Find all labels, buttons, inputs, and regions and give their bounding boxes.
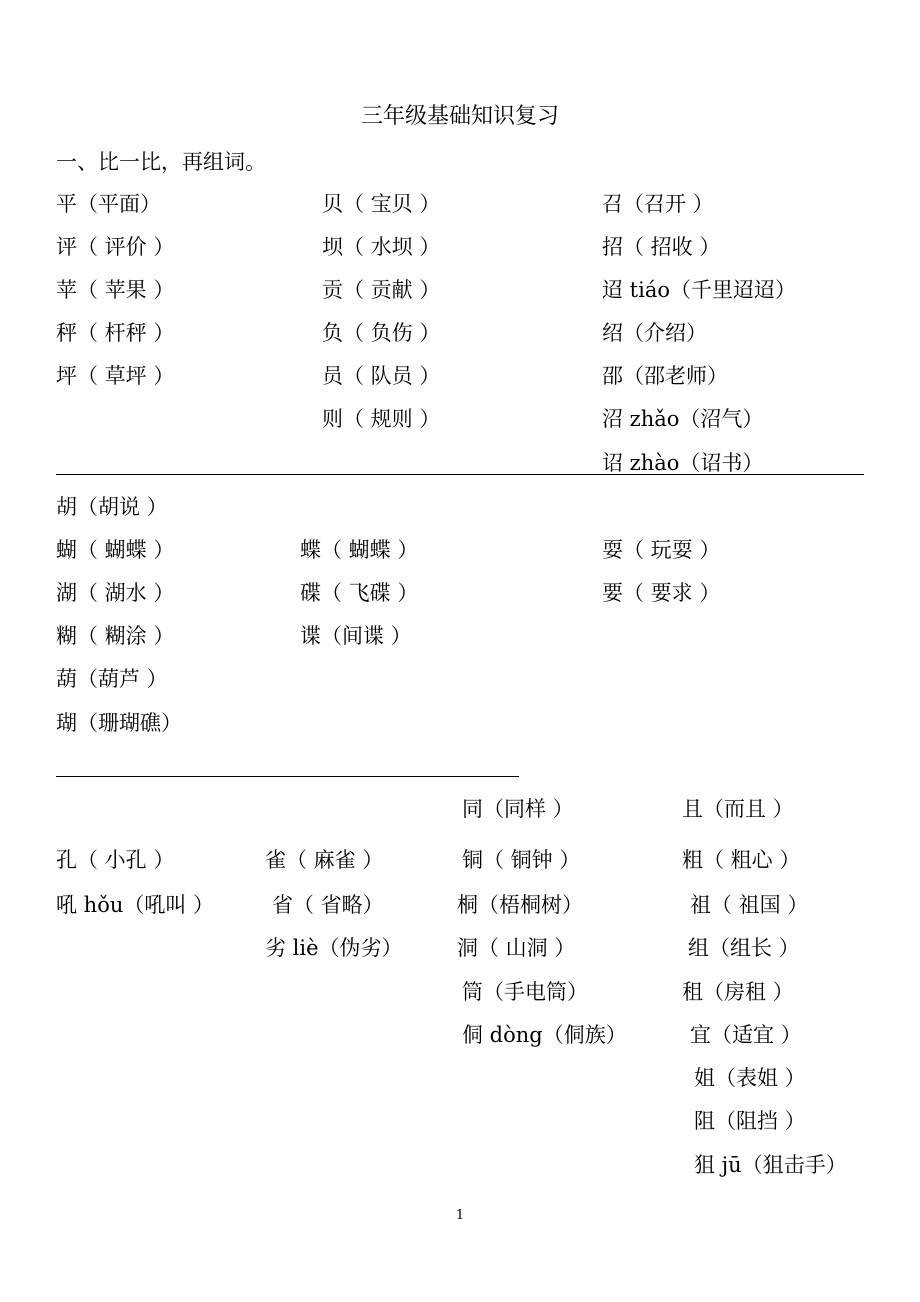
word-item: 葫（葫芦 ） [56,667,168,691]
word-item: 要（ 要求 ） [602,581,721,605]
page-number: 1 [455,1208,465,1223]
word-item: 宜（适宜 ） [690,1023,802,1047]
word-item: 铜（ 铜钟 ） [462,848,581,872]
word-item: 姐（表姐 ） [694,1066,806,1090]
word-item: 同（同样 ） [462,797,574,821]
word-item: 狙 jū（狙击手） [694,1153,847,1177]
word-item: 迢 tiáo（千里迢迢） [602,278,796,302]
word-item: 且（而且 ） [682,797,794,821]
divider [56,474,864,475]
word-item: 蝶（ 蝴蝶 ） [300,538,419,562]
word-item: 湖（ 湖水 ） [56,581,175,605]
word-item: 省（ 省略） [272,893,384,917]
word-item: 耍（ 玩耍 ） [602,538,721,562]
word-item: 谍（间谍 ） [300,624,412,648]
word-item: 祖（ 祖国 ） [690,893,809,917]
word-item: 雀（ 麻雀 ） [265,848,384,872]
word-item: 邵（邵老师） [602,364,728,388]
word-item: 洞（ 山洞 ） [457,936,576,960]
divider [56,776,519,777]
word-item: 则（ 规则 ） [322,407,441,431]
word-item: 租（房租 ） [682,980,794,1004]
section-heading: 一、比一比，再组词。 [56,150,266,174]
word-item: 吼 hǒu（吼叫 ） [56,893,215,917]
word-item: 坝（ 水坝 ） [322,235,441,259]
word-item: 员（ 队员 ） [322,364,441,388]
word-item: 招（ 招收 ） [602,235,721,259]
word-item: 平（平面） [56,192,161,216]
word-item: 孔（ 小孔 ） [56,848,175,872]
word-item: 糊（ 糊涂 ） [56,624,175,648]
word-item: 组（组长 ） [688,936,800,960]
word-item: 胡（胡说 ） [56,495,168,519]
word-item: 评（ 评价 ） [56,235,175,259]
word-item: 筒（手电筒） [462,980,588,1004]
word-item: 沼 zhǎo（沼气） [602,407,764,431]
word-item: 阻（阻挡 ） [694,1109,806,1133]
word-item: 秤（ 杆秤 ） [56,321,175,345]
word-item: 召（召开 ） [602,192,714,216]
word-item: 侗 dòng（侗族） [462,1023,627,1047]
page-title: 三年级基础知识复习 [360,104,559,129]
word-item: 绍（介绍） [602,321,707,345]
word-item: 桐（梧桐树） [457,893,583,917]
word-item: 诏 zhào（诏书） [602,451,764,475]
word-item: 坪（ 草坪 ） [56,364,175,388]
word-item: 瑚（珊瑚礁） [56,711,182,735]
word-item: 负（ 负伤 ） [322,321,441,345]
word-item: 劣 liè（伪劣） [265,936,403,960]
word-item: 贡（ 贡献 ） [322,278,441,302]
word-item: 蝴（ 蝴蝶 ） [56,538,175,562]
word-item: 苹（ 苹果 ） [56,278,175,302]
word-item: 碟（ 飞碟 ） [300,581,419,605]
word-item: 粗（ 粗心 ） [682,848,801,872]
word-item: 贝（ 宝贝 ） [322,192,441,216]
